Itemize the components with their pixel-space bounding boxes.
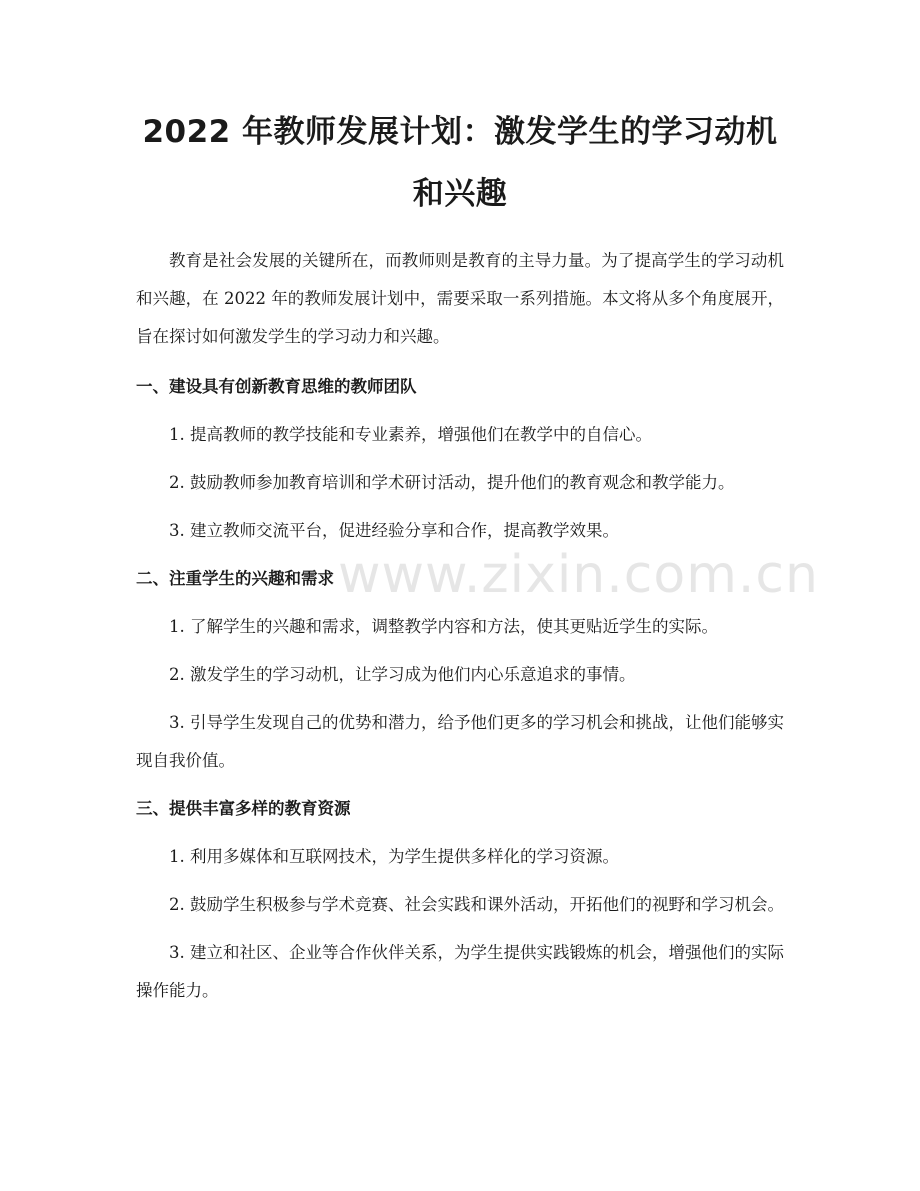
section-1 (136, 368, 784, 550)
list-item: 3. 建立和社区、企业等合作伙伴关系，为学生提供实践锻炼的机会，增强他们的实际操作能力。 (136, 943, 784, 1000)
list-item: 3. 建立教师交流平台，促进经验分享和合作，提高教学效果。 (169, 521, 619, 540)
list-item: 2. 鼓励学生积极参与学术竞赛、社会实践和课外活动，开拓他们的视野和学习机会。 (169, 895, 784, 914)
list-item: 2. 激发学生的学习动机，让学习成为他们内心乐意追求的事情。 (169, 665, 636, 684)
section-heading: 三、提供丰富多样的教育资源 (136, 799, 351, 818)
list-item: 1. 利用多媒体和互联网技术，为学生提供多样化的学习资源。 (169, 847, 619, 866)
document-title-line-1: 2022 年教师发展计划：激发学生的学习动机 (142, 114, 778, 150)
section-2 (136, 560, 784, 780)
list-item: 1. 了解学生的兴趣和需求，调整教学内容和方法，使其更贴近学生的实际。 (169, 617, 718, 636)
document-body (136, 242, 784, 1020)
list-item: 2. 鼓励教师参加教育培训和学术研讨活动，提升他们的教育观念和教学能力。 (169, 473, 735, 492)
section-heading: 一、建设具有创新教育思维的教师团队 (136, 377, 417, 396)
list-item: 1. 提高教师的教学技能和专业素养，增强他们在教学中的自信心。 (169, 425, 652, 444)
section-heading: 二、注重学生的兴趣和需求 (136, 569, 334, 588)
document-title-line-2: 和兴趣 (412, 176, 508, 212)
intro-paragraph: 教育是社会发展的关键所在，而教师则是教育的主导力量。为了提高学生的学习动机和兴趣，在 2022 年的教师发展计划中，需要采取一系列措施。本文将从多个角度展开，旨在探讨如何激发学生的学习动力和兴趣。 (136, 251, 784, 346)
section-3 (136, 790, 784, 1010)
watermark: www.zixin.com.cn (338, 545, 819, 605)
list-item: 3. 引导学生发现自己的优势和潜力，给予他们更多的学习机会和挑战，让他们能够实现自我价值。 (136, 713, 784, 770)
